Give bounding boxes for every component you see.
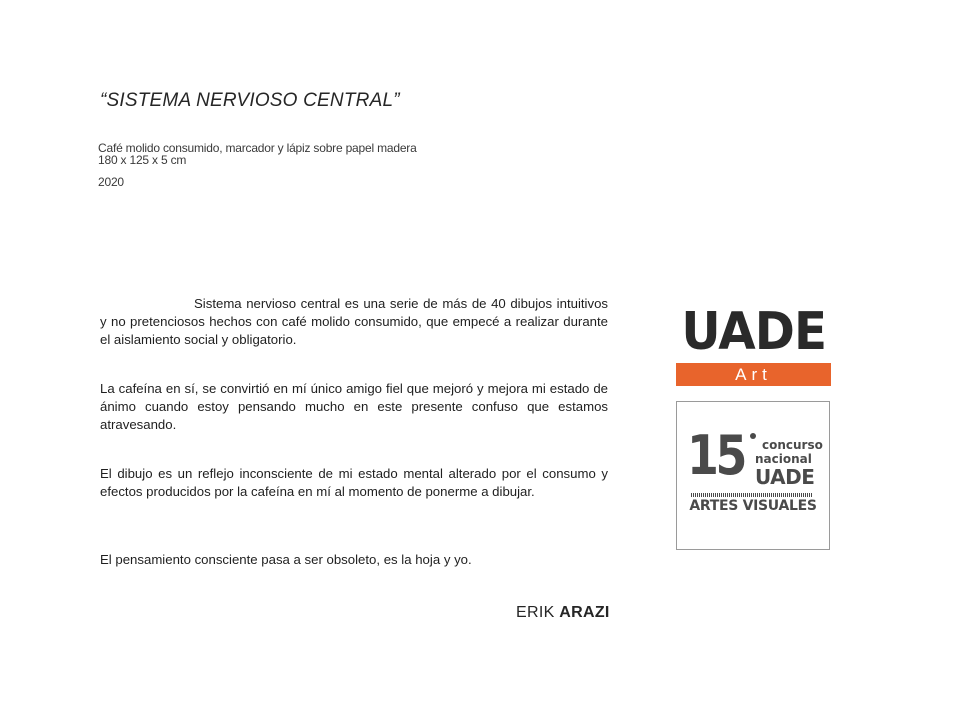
uade-art-logo	[676, 290, 831, 390]
artwork-year: 2020	[98, 175, 124, 189]
artwork-materials: Café molido consumido, marcador y lápiz sobre papel madera	[98, 141, 417, 155]
artist-first-name: ERIK	[516, 604, 555, 621]
uade-logo-art-bar: Art	[676, 363, 831, 386]
badge-number: 15	[687, 424, 745, 487]
statement-paragraph-3: El dibujo es un reflejo inconsciente de mi estado mental alterado por el consumo y efectos producidos por la cafeína en mí al momento de ponerme a dibujar.	[100, 466, 608, 499]
statement-paragraph-2: La cafeína en sí, se convirtió en mí único amigo fiel que mejoró y mejora mi estado de ánimo cuando estoy pensando mucho en este presente confuso que estamos atravesando.	[100, 381, 608, 432]
statement-paragraph-1: Sistema nervioso central es una serie de más de 40 dibujos intuitivos y no pretenciosos hechos con café molido consumido, que empecé a realizar durante el aislamiento social y obligatorio.	[100, 296, 608, 347]
badge-line-nacional: nacional	[755, 452, 812, 466]
artist-last-name: ARAZI	[559, 604, 610, 621]
artwork-title: “SISTEMA NERVIOSO CENTRAL”	[100, 90, 400, 111]
statement-paragraph-4: El pensamiento consciente pasa a ser obsoleto, es la hoja y yo.	[100, 552, 472, 567]
uade-logo-word: UADE	[681, 302, 827, 362]
badge-barcode-rule	[691, 493, 813, 497]
artwork-dimensions: 180 x 125 x 5 cm	[98, 153, 187, 167]
badge-dot-icon	[750, 433, 756, 439]
badge-line-uade: UADE	[755, 465, 815, 489]
badge-subtitle: ARTES VISUALES	[689, 498, 817, 514]
badge-line-concurso: concurso	[762, 438, 823, 452]
concurso-nacional-badge	[676, 401, 830, 550]
artist-signature	[516, 604, 610, 622]
